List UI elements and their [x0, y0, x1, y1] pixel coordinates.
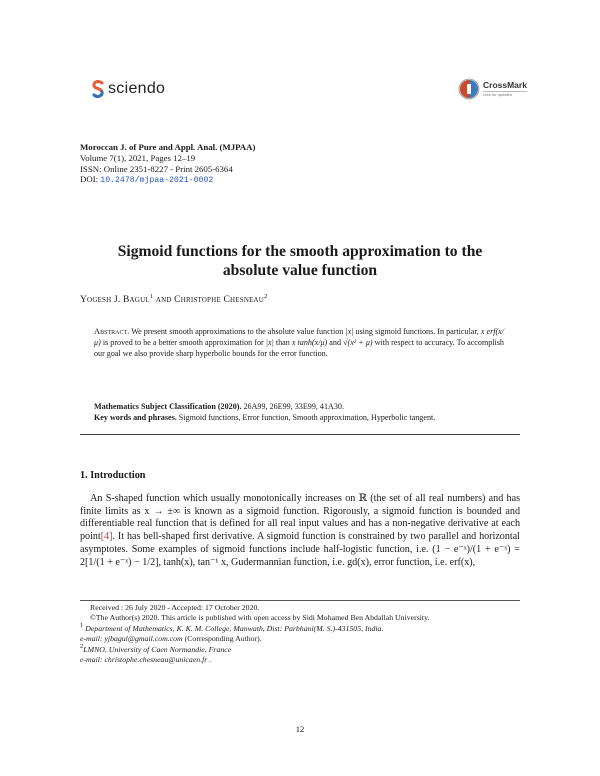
intro-paragraph: [80, 493, 520, 569]
abstract-text-5: and: [327, 338, 344, 347]
crossmark-subtitle: click for updates: [483, 91, 527, 97]
msc-label: Mathematics Subject Classification (2020).: [94, 402, 242, 411]
msc-value: 26A99, 26E99, 33E99, 41A30.: [241, 402, 344, 411]
affiliation-2: [80, 642, 520, 655]
received-date: Received : 26 July 2020 - Accepted: 17 October 2020.: [90, 603, 260, 612]
abstract-math-4: x tanh(x/μ): [291, 338, 328, 347]
copyright-notice: ©The Author(s) 2020. This article is published with open access by Sidi Mohamed Ben Abdallah University.: [90, 613, 430, 623]
footnote-divider: [80, 600, 520, 601]
author-2-affil: 2: [264, 293, 268, 300]
classification-block: [94, 402, 514, 423]
sciendo-mark-icon: [92, 80, 104, 98]
citation-link[interactable]: [4]: [100, 531, 113, 543]
intro-text-2: . It has bell-shaped first derivative. A sigmoid function is constrained by two parallel and horizontal asymptotes. Some examples of sigmoid functions include half-logistic function, i.e. (1 − e⁻ˣ)/(1 + e⁻ˣ) = 2[1/(1 + e⁻ˣ) − 1/2], tanh(x), tan⁻¹ x, Gudermannian function, i.e. gd(x), error function, i.e. erf(x),: [80, 531, 520, 568]
journal-info: [80, 142, 255, 187]
abstract-text-2: using sigmoid functions. In particular,: [353, 327, 481, 336]
abstract-text-1: We present smooth approximations to the absolute value function: [131, 327, 346, 336]
journal-title: Moroccan J. of Pure and Appl. Anal. (MJPAA): [80, 142, 256, 152]
journal-doi: [80, 174, 255, 187]
abstract: [94, 326, 504, 359]
affiliation-2-marker: 2: [80, 642, 84, 650]
abstract-text-4: than: [273, 338, 292, 347]
affiliation-1-text: Department of Mathematics, K. K. M. College, Manwath, Dist: Parbhani(M. S.)-431505, India.: [83, 623, 384, 633]
affiliation-2-text: LMNO, University of Caen Normandie, France: [83, 644, 232, 654]
email-2[interactable]: e-mail: christophe.chesneau@unicaen.fr .: [80, 655, 212, 665]
article-title-line1: Sigmoid functions for the smooth approximation to the: [117, 243, 483, 260]
email-1-note: (Corresponding Author).: [182, 634, 262, 644]
publisher-name: sciendo: [108, 80, 166, 97]
author-conjunction: and: [153, 295, 175, 305]
keywords-line: [94, 413, 514, 424]
abstract-math-5: √(x² + μ): [343, 338, 373, 347]
crossmark-title: CrossMark: [483, 79, 527, 90]
keywords-label: Key words and phrases.: [94, 412, 177, 422]
page-number: 12: [295, 724, 305, 734]
intro-text-1: An S-shaped function which usually monotonically increases on ℝ (the set of all real numbers) and has finite limits as x → ±∞ is known as a sigmoid function. Rigorously, a sigmoid function is bounded and differentiable real function that is defined for all real input values and has a non-negative derivative at each point: [80, 493, 520, 543]
crossmark-badge[interactable]: [458, 78, 527, 100]
crossmark-icon: [458, 78, 480, 100]
abstract-math-2: x erf(x/μ): [94, 327, 505, 347]
sciendo-logo: [92, 80, 165, 98]
journal-volume: Volume 7(1), 2021, Pages 12–19: [80, 152, 196, 163]
abstract-text-3: is proved to be a better smooth approximation for: [100, 338, 266, 347]
section-divider: [80, 434, 520, 435]
author-1: Yogesh J. Bagul: [80, 295, 150, 305]
author-2: Christophe Chesneau: [174, 295, 265, 305]
abstract-math-3: |x|: [265, 338, 274, 347]
affiliation-1: [80, 621, 520, 634]
keywords-value: Sigmoid functions, Error function, Smooth approximation, Hyperbolic tangent.: [176, 412, 436, 422]
doi-link[interactable]: 10.2478/mjpaa-2021-0002: [100, 176, 214, 186]
affiliation-1-marker: 1: [80, 621, 84, 629]
author-1-affil: 1: [149, 293, 154, 300]
journal-issn: ISSN: Online 2351-8227 - Print 2605-6364: [80, 163, 233, 174]
section-heading: 1. Introduction: [80, 470, 146, 481]
footnotes: [80, 603, 520, 665]
email-1: [80, 634, 520, 644]
article-title-line2: absolute value function: [222, 262, 378, 279]
msc-line: [94, 402, 514, 413]
author-list: [80, 295, 268, 305]
abstract-label: Abstract.: [94, 326, 130, 336]
abstract-text-6: with respect to accuracy. To accomplish our goal we also provide sharp hyperbolic bounds for the error function.: [94, 338, 504, 358]
article-title: [80, 242, 520, 280]
abstract-math-1: |x|: [345, 327, 354, 336]
email-1-address[interactable]: e-mail: yjbagul@gmail.com.com: [80, 634, 183, 644]
doi-label: DOI:: [80, 174, 101, 185]
